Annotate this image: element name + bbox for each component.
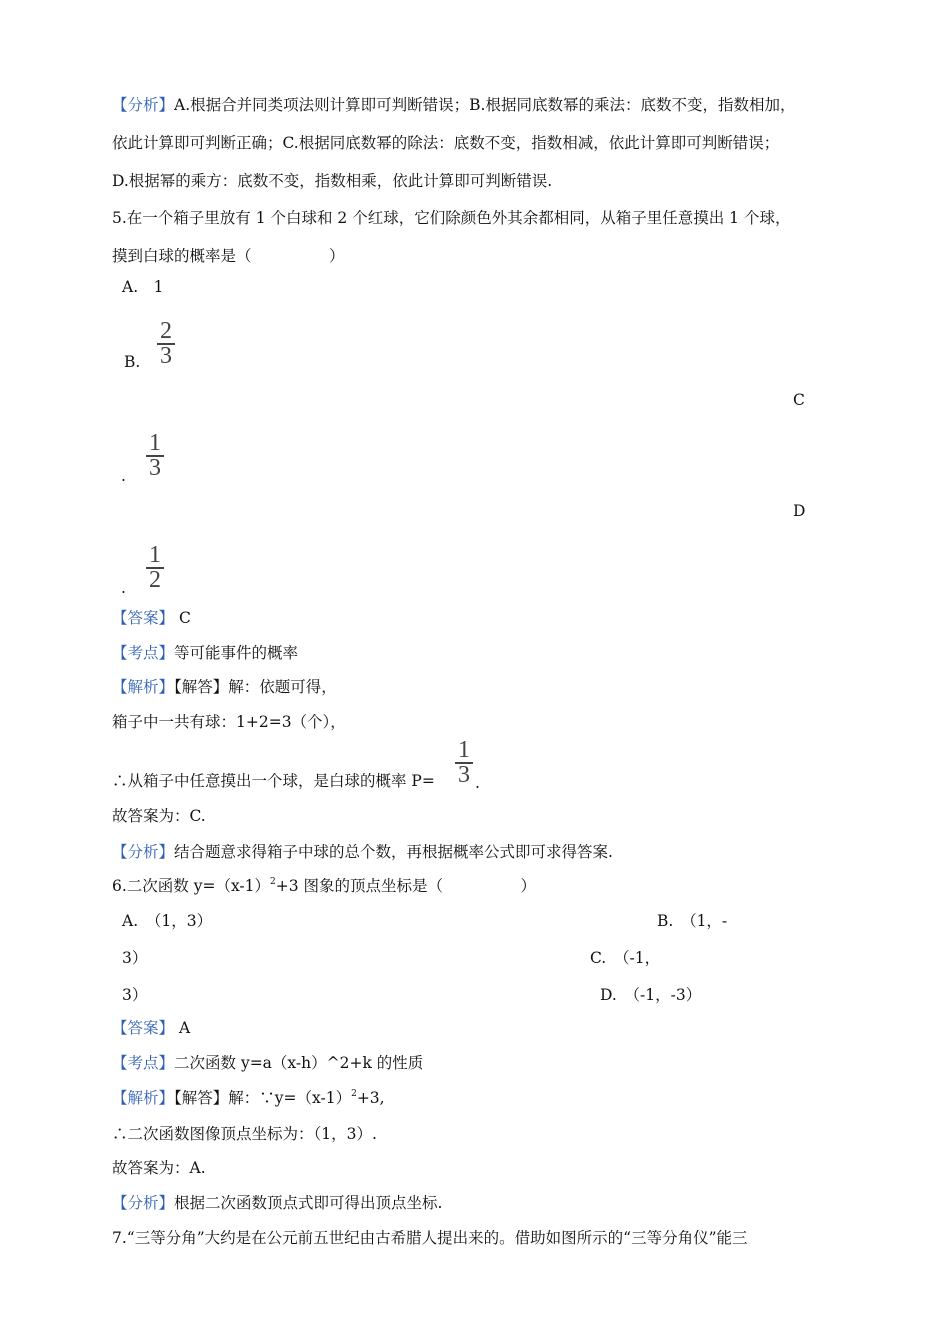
knowledge-tag: 【考点】 <box>112 1054 175 1072</box>
q5-solution-line4: 故答案为：C. <box>112 807 206 825</box>
q5-solution-line3: ∴从箱子中任意摸出一个球，是白球的概率 P= <box>112 772 435 790</box>
q5-option-c-label: C <box>793 391 805 409</box>
q5-solution-line1: 【解析】【解答】解：依题可得， <box>112 678 337 696</box>
q5-option-a: A. 1 <box>122 278 164 296</box>
analysis-tag: 【分析】 <box>112 1194 175 1212</box>
q5-option-d-label: D <box>793 502 806 520</box>
q5-stem-line2: 摸到白球的概率是（ ） <box>112 247 345 265</box>
knowledge-tag: 【考点】 <box>112 644 175 662</box>
q6-analysis: 【分析】根据二次函数顶点式即可得出顶点坐标. <box>112 1194 443 1212</box>
q5-option-b-fraction: 2 3 <box>157 321 175 367</box>
analysis-tag: 【分析】 <box>112 96 175 114</box>
q6-option-d: D. （-1，-3） <box>600 986 702 1004</box>
q6-option-a: A. （1，3） <box>122 912 213 930</box>
q6-solution-line1: 【解析】【解答】解：$\because y=(x-1)^2+3$, <box>112 1089 385 1107</box>
q6-option-b-cont: 3） <box>122 949 148 967</box>
q5-option-d-dot: . <box>121 579 126 597</box>
q4-analysis-line1: 【分析】A.根据合并同类项法则计算即可判断错误；B.根据同底数幂的乘法：底数不变，指数相加， <box>112 96 796 114</box>
answer-tag: 【答案】 <box>112 1019 175 1037</box>
q5-solution-line2: 箱子中一共有球：1+2=3（个）， <box>112 713 346 731</box>
solution-tag: 【解析】 <box>112 1089 175 1107</box>
q6-answer: 【答案】 A <box>112 1019 191 1037</box>
q6-option-c-cont: 3） <box>122 986 148 1004</box>
q5-analysis: 【分析】结合题意求得箱子中球的总个数，再根据概率公式即可求得答案. <box>112 843 613 861</box>
q5-option-d-fraction: 1 2 <box>146 545 164 591</box>
solution-tag: 【解析】 <box>112 678 175 696</box>
q4-analysis-line3: D.根据幂的乘方：底数不变，指数相乘，依此计算即可判断错误. <box>112 172 553 190</box>
q5-solution-period: . <box>475 774 480 792</box>
q6-option-b: B. （1，- <box>657 912 728 930</box>
q6-stem: 6.二次函数 $y=(x-1)^2+3$ 图象的顶点坐标是（ ） <box>112 877 537 895</box>
q7-stem-line1: 7.“三等分角”大约是在公元前五世纪由古希腊人提出来的。借助如图所示的“三等分角仪”能三 <box>112 1229 748 1247</box>
q6-solution-line3: 故答案为：A. <box>112 1159 206 1177</box>
analysis-tag: 【分析】 <box>112 843 175 861</box>
q5-stem-line1: 5.在一个箱子里放有 1 个白球和 2 个红球，它们除颜色外其余都相同，从箱子里任意摸出 1 个球， <box>112 209 791 227</box>
q6-solution-line2: ∴二次函数图像顶点坐标为：（1，3）. <box>112 1125 377 1143</box>
answer-tag: 【答案】 <box>112 609 175 627</box>
q5-answer: 【答案】 C <box>112 609 191 627</box>
q5-option-b-label: B. <box>124 353 141 371</box>
q4-analysis-line2: 依此计算即可判断正确；C.根据同底数幂的除法：底数不变，指数相减，依此计算即可判断错误； <box>112 134 780 152</box>
q5-solution-fraction: 1 3 <box>455 740 473 786</box>
q6-knowledge-point: 【考点】二次函数 y=a（x-h）^2+k 的性质 <box>112 1054 424 1072</box>
q5-option-c-fraction: 1 3 <box>146 433 164 479</box>
q6-option-c: C. （-1， <box>590 949 661 967</box>
q5-option-c-dot: . <box>121 467 126 485</box>
q5-knowledge-point: 【考点】等可能事件的概率 <box>112 644 299 662</box>
